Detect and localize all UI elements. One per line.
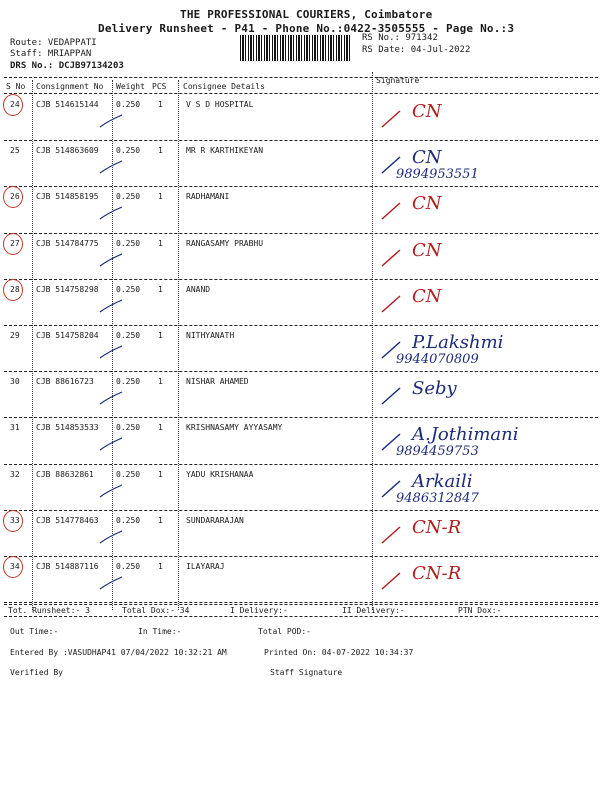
signature-check-icon — [380, 246, 404, 274]
consignment-number: CJB 88616723 — [36, 377, 94, 387]
consignee-name: RADHAMANI — [186, 192, 230, 202]
handwritten-signature: CN-R — [412, 516, 462, 538]
entered-by: Entered By :VASUDHAP41 07/04/2022 10:32:21 AM — [10, 648, 227, 657]
signature-check-icon — [380, 569, 404, 597]
pcs-value: 1 — [158, 100, 163, 109]
serial-number: 24 — [10, 100, 20, 109]
signature-check-icon — [380, 384, 404, 412]
consignment-number: CJB 514853533 — [36, 423, 99, 433]
consignee-name: RANGASAMY PRABHU — [186, 238, 264, 248]
circle-mark-icon — [3, 94, 23, 116]
table-row — [0, 465, 600, 511]
handwritten-phone: 9894459753 — [396, 444, 479, 460]
weight-value: 0.250 — [116, 192, 141, 202]
pcs-value: 1 — [158, 469, 163, 479]
pen-tick-icon — [98, 298, 124, 318]
total-pod: Total POD:- — [258, 627, 311, 636]
handwritten-signature: P.Lakshmi — [412, 332, 504, 353]
consignee-name: MR R KARTHIKEYAN — [186, 146, 264, 156]
circle-mark-icon — [3, 556, 23, 578]
handwritten-signature: Seby — [412, 378, 457, 400]
header-top-rule — [4, 77, 598, 78]
weight-value: 0.250 — [116, 469, 141, 479]
consignment-number: CJB 514758298 — [36, 284, 99, 294]
signature-check-icon — [380, 523, 404, 551]
handwritten-signature: CN — [412, 101, 442, 122]
handwritten-phone: 9894953551 — [396, 167, 479, 183]
handwritten-signature: Arkaili — [412, 470, 473, 492]
weight-value: 0.250 — [116, 284, 141, 294]
rs-date: RS Date: 04-Jul-2022 — [362, 45, 471, 55]
serial-number: 33 — [10, 515, 20, 525]
consignment-number: CJB 514758204 — [36, 331, 99, 340]
consignee-name: SUNDARARAJAN — [186, 515, 244, 525]
table-row — [0, 326, 600, 372]
consignment-number: CJB 514784775 — [36, 238, 99, 248]
serial-number: 31 — [10, 423, 20, 433]
weight-value: 0.250 — [116, 377, 141, 387]
col-signature: Signature — [376, 76, 420, 85]
table-row — [0, 557, 600, 603]
consignee-name: NITHYANATH — [186, 331, 235, 340]
pen-tick-icon — [98, 483, 124, 503]
table-row — [0, 511, 600, 557]
signature-check-icon — [380, 107, 404, 135]
table-row — [0, 372, 600, 418]
verified-by: Verified By — [10, 668, 63, 677]
out-time: Out Time:- — [10, 627, 59, 636]
handwritten-signature: CN — [412, 239, 442, 261]
handwritten-phone: 9944070809 — [396, 352, 479, 367]
pen-tick-icon — [98, 252, 124, 272]
pcs-value: 1 — [158, 377, 163, 387]
serial-number: 25 — [10, 146, 20, 156]
pcs-value: 1 — [158, 146, 163, 156]
consignee-name: ANAND — [186, 284, 211, 294]
consignment-number: CJB 514615144 — [36, 100, 99, 109]
company-title: THE PROFESSIONAL COURIERS, Coimbatore — [180, 8, 433, 21]
circle-mark-icon — [3, 233, 23, 255]
pen-tick-icon — [98, 529, 124, 549]
weight-value: 0.250 — [116, 515, 141, 525]
pcs-value: 1 — [158, 515, 163, 525]
col-pcs: PCS — [152, 82, 167, 91]
circle-mark-icon — [3, 186, 23, 208]
handwritten-signature: CN — [412, 193, 442, 215]
table-row — [0, 234, 600, 280]
pen-tick-icon — [98, 436, 124, 456]
consignment-number: CJB 514778463 — [36, 515, 99, 525]
pen-tick-icon — [98, 390, 124, 410]
ii-delivery: II Delivery:- — [342, 606, 405, 615]
serial-number: 29 — [10, 331, 20, 340]
pen-tick-icon — [98, 159, 124, 179]
pen-tick-icon — [98, 575, 124, 595]
consignee-name: V S D HOSPITAL — [186, 100, 254, 109]
consignment-number: CJB 514858195 — [36, 192, 99, 202]
pcs-value: 1 — [158, 423, 163, 433]
weight-value: 0.250 — [116, 562, 141, 571]
barcode — [240, 35, 352, 61]
table-row — [0, 95, 600, 141]
table-row — [0, 418, 600, 464]
table-row — [0, 141, 600, 187]
weight-value: 0.250 — [116, 423, 141, 433]
ptn-dox: PTN Dox:- — [458, 606, 502, 615]
in-time: In Time:- — [138, 627, 182, 636]
consignment-number: CJB 514863609 — [36, 146, 99, 156]
serial-number: 28 — [10, 284, 20, 294]
printed-on: Printed On: 04-07-2022 10:34:37 — [264, 648, 414, 657]
drs-number: DRS No.: DCJB97134203 — [10, 61, 124, 71]
serial-number: 32 — [10, 469, 20, 479]
handwritten-signature: CN — [412, 285, 442, 307]
weight-value: 0.250 — [116, 238, 141, 248]
consignee-name: ILAYARAJ — [186, 562, 225, 571]
consignee-name: KRISHNASAMY AYYASAMY — [186, 423, 283, 433]
col-sno: S No — [6, 82, 26, 91]
serial-number: 30 — [10, 377, 20, 387]
route-label: Route: VEDAPPATI — [10, 38, 97, 48]
consignee-name: YADU KRISHANAA — [186, 469, 254, 479]
circle-mark-icon — [3, 510, 23, 532]
table-row — [0, 280, 600, 326]
pcs-value: 1 — [158, 238, 163, 248]
weight-value: 0.250 — [116, 100, 141, 109]
totals-bottom-rule — [4, 616, 598, 617]
signature-check-icon — [380, 292, 404, 320]
handwritten-signature: CN-R — [412, 563, 462, 584]
rs-number: RS No.: 971342 — [362, 33, 438, 43]
pen-tick-icon — [98, 205, 124, 225]
col-weight: Weight — [116, 82, 145, 91]
pcs-value: 1 — [158, 284, 163, 294]
circle-mark-icon — [3, 279, 23, 301]
total-dox: Total Dox:- 34 — [122, 606, 190, 615]
handwritten-signature: A.Jothimani — [412, 424, 519, 446]
tot-runsheet: Tot. Runsheet:- 3 — [8, 606, 90, 615]
weight-value: 0.250 — [116, 331, 141, 340]
pen-tick-icon — [98, 113, 124, 133]
signature-check-icon — [380, 199, 404, 227]
runsheet-subtitle: Delivery Runsheet - P41 - Phone No.:0422-3505555 - Page No.:3 — [98, 22, 515, 35]
staff-signature: Staff Signature — [270, 668, 343, 677]
handwritten-phone: 9486312847 — [396, 490, 479, 506]
weight-value: 0.250 — [116, 146, 141, 156]
table-row — [0, 187, 600, 233]
consignee-name: NISHAR AHAMED — [186, 377, 249, 387]
pcs-value: 1 — [158, 192, 163, 202]
consignment-number: CJB 88632861 — [36, 469, 94, 479]
serial-number: 26 — [10, 192, 20, 202]
staff-label: Staff: MRIAPPAN — [10, 49, 92, 59]
serial-number: 27 — [10, 238, 20, 248]
consignment-number: CJB 514887116 — [36, 562, 99, 571]
col-consignee: Consignee Details — [183, 82, 265, 91]
handwritten-signature: CN — [412, 147, 442, 169]
header-bottom-rule — [4, 93, 598, 94]
col-consignment: Consignment No — [36, 82, 104, 91]
i-delivery: I Delivery:- — [230, 606, 288, 615]
totals-rule — [4, 604, 598, 605]
pcs-value: 1 — [158, 331, 163, 340]
pcs-value: 1 — [158, 562, 163, 571]
serial-number: 34 — [10, 562, 20, 571]
pen-tick-icon — [98, 344, 124, 364]
